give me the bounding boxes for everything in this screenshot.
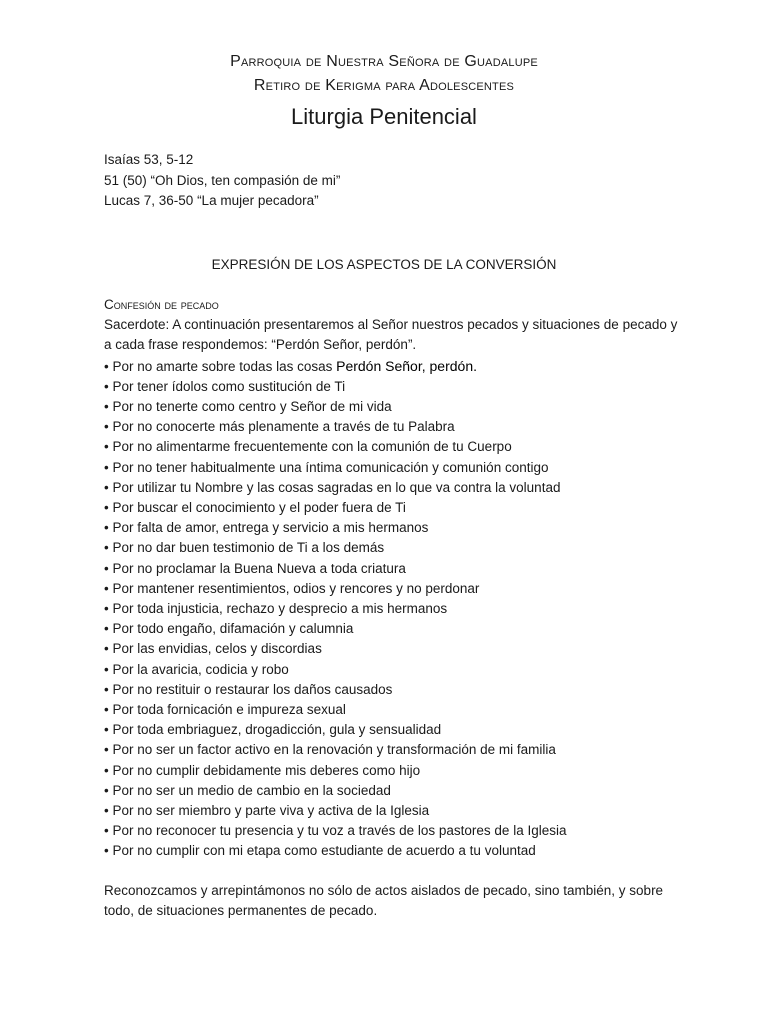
list-item: • Por las envidias, celos y discordias (104, 641, 322, 657)
list-item: • Por buscar el conocimiento y el poder fuera de Ti (104, 500, 406, 516)
confession-section (104, 295, 684, 921)
list-item: • Por toda embriaguez, drogadicción, gula y sensualidad (104, 722, 442, 738)
subheading: Confesión de pecado (104, 297, 219, 312)
list-item: • Por toda fornicación e impureza sexual (104, 702, 346, 718)
list-item: • Por utilizar tu Nombre y las cosas sagradas en lo que va contra la voluntad (104, 479, 561, 495)
parish-name: Parroquia de Nuestra Señora de Guadalupe (230, 53, 538, 70)
list-item: • Por no cumplir debidamente mis deberes como hijo (104, 762, 421, 778)
response-text: Perdón Señor, perdón. (336, 357, 477, 374)
list-item: • Por no proclamar la Buena Nueva a toda criatura (104, 560, 406, 576)
confession-list (104, 356, 684, 862)
list-item-text: • Por no amarte sobre todas las cosas (104, 358, 333, 374)
list-item: • Por no ser miembro y parte viva y activa de la Iglesia (104, 803, 430, 819)
intro-paragraph: Sacerdote: A continuación presentaremos al Señor nuestros pecados y situaciones de pecado y a cada frase respondemos: “Perdón Señor, perdón”. (104, 317, 678, 353)
closing-paragraph: Reconozcamos y arrepintámonos no sólo de actos aislados de pecado, sino también, y sobre todo, de situaciones permanentes de pecado. (104, 882, 664, 918)
list-item: • Por no reconocer tu presencia y tu voz a través de los pastores de la Iglesia (104, 823, 567, 839)
document-title: Liturgia Penitencial (291, 104, 477, 129)
list-item: • Por no dar buen testimonio de Ti a los demás (104, 540, 385, 556)
list-item: • Por no ser un factor activo en la renovación y transformación de mi familia (104, 742, 556, 758)
document-header (0, 50, 768, 134)
reference-line: Lucas 7, 36-50 “La mujer pecadora” (104, 193, 319, 208)
list-item: • Por la avaricia, codicia y robo (104, 661, 289, 677)
list-item: • Por no ser un medio de cambio en la sociedad (104, 782, 391, 798)
list-item: • Por todo engaño, difamación y calumnia (104, 621, 354, 637)
section-heading: EXPRESIÓN DE LOS ASPECTOS DE LA CONVERSIÓN (211, 257, 557, 272)
list-item: • Por mantener resentimientos, odios y rencores y no perdonar (104, 580, 480, 596)
list-item: • Por no alimentarme frecuentemente con la comunión de tu Cuerpo (104, 439, 512, 455)
list-item (104, 356, 684, 377)
list-item: • Por no cumplir con mi etapa como estudiante de acuerdo a tu voluntad (104, 843, 536, 859)
list-item: • Por tener ídolos como sustitución de Ti (104, 378, 346, 394)
list-item: • Por no restituir o restaurar los daños causados (104, 681, 393, 697)
list-item: • Por no tenerte como centro y Señor de mi vida (104, 399, 392, 415)
retreat-name: Retiro de Kerigma para Adolescentes (253, 77, 515, 94)
list-item: • Por no tener habitualmente una íntima comunicación y comunión contigo (104, 459, 549, 475)
reference-line: 51 (50) “Oh Dios, ten compasión de mi” (104, 172, 341, 188)
reference-line: Isaías 53, 5-12 (104, 152, 194, 167)
list-item: • Por falta de amor, entrega y servicio a mis hermanos (104, 520, 429, 536)
scripture-references (104, 150, 340, 212)
list-item: • Por no conocerte más plenamente a través de tu Palabra (104, 419, 455, 435)
list-item: • Por toda injusticia, rechazo y desprecio a mis hermanos (104, 601, 448, 617)
